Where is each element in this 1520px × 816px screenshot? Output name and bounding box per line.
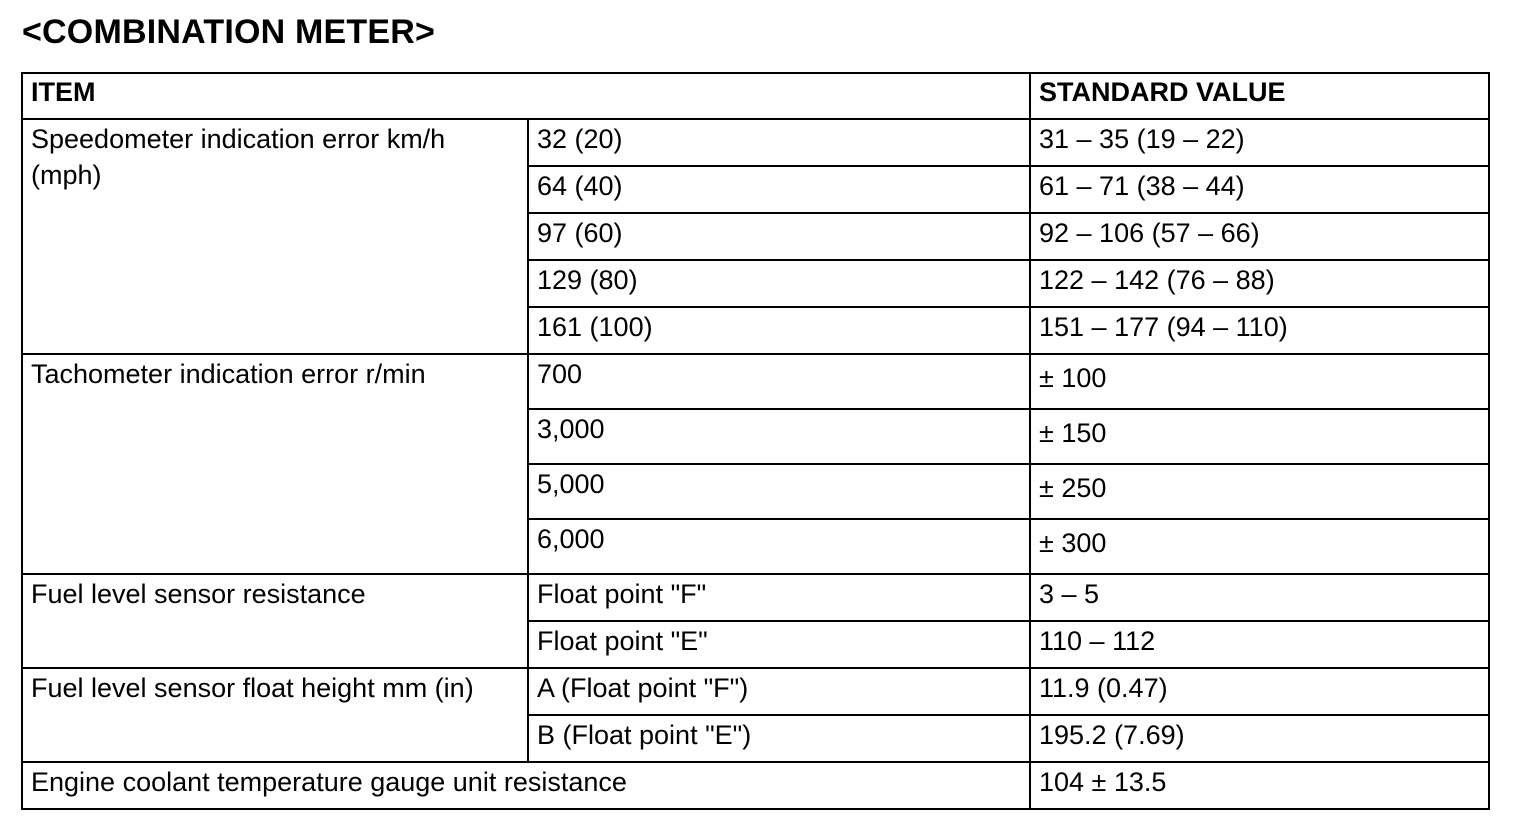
header-item: ITEM bbox=[22, 73, 1030, 119]
spec-table bbox=[21, 72, 1490, 810]
condition-cell: 32 (20) bbox=[528, 119, 1030, 166]
condition-cell: 3,000 bbox=[528, 409, 1030, 464]
item-engine-coolant: Engine coolant temperature gauge unit resistance bbox=[22, 762, 1030, 809]
value-cell: 11.9 (0.47) bbox=[1030, 668, 1489, 715]
condition-cell: Float point "E" bbox=[528, 621, 1030, 668]
value-cell: 61 – 71 (38 – 44) bbox=[1030, 166, 1489, 213]
condition-cell: 161 (100) bbox=[528, 307, 1030, 354]
value-cell: 3 – 5 bbox=[1030, 574, 1489, 621]
condition-cell: A (Float point "F") bbox=[528, 668, 1030, 715]
value-cell: 110 – 112 bbox=[1030, 621, 1489, 668]
item-fuel-resistance: Fuel level sensor resistance bbox=[22, 574, 528, 668]
value-cell: ± 300 bbox=[1030, 519, 1489, 574]
value-cell: 122 – 142 (76 – 88) bbox=[1030, 260, 1489, 307]
value-cell: 104 ± 13.5 bbox=[1030, 762, 1489, 809]
table-header-row bbox=[22, 73, 1489, 119]
table-row bbox=[22, 668, 1489, 715]
table-row bbox=[22, 354, 1489, 409]
value-cell: 31 – 35 (19 – 22) bbox=[1030, 119, 1489, 166]
table-row bbox=[22, 762, 1489, 809]
item-tachometer: Tachometer indication error r/min bbox=[22, 354, 528, 574]
page-title: <COMBINATION METER> bbox=[22, 13, 436, 51]
value-cell: 92 – 106 (57 – 66) bbox=[1030, 213, 1489, 260]
condition-cell: Float point "F" bbox=[528, 574, 1030, 621]
value-cell: 195.2 (7.69) bbox=[1030, 715, 1489, 762]
condition-cell: 64 (40) bbox=[528, 166, 1030, 213]
value-cell: ± 100 bbox=[1030, 354, 1489, 409]
header-standard-value: STANDARD VALUE bbox=[1030, 73, 1489, 119]
table-row bbox=[22, 119, 1489, 166]
value-cell: ± 150 bbox=[1030, 409, 1489, 464]
item-speedometer: Speedometer indication error km/h (mph) bbox=[22, 119, 528, 354]
item-fuel-float-height: Fuel level sensor float height mm (in) bbox=[22, 668, 528, 762]
table-row bbox=[22, 574, 1489, 621]
condition-cell: 700 bbox=[528, 354, 1030, 409]
condition-cell: 97 (60) bbox=[528, 213, 1030, 260]
condition-cell: 5,000 bbox=[528, 464, 1030, 519]
condition-cell: B (Float point "E") bbox=[528, 715, 1030, 762]
value-cell: 151 – 177 (94 – 110) bbox=[1030, 307, 1489, 354]
value-cell: ± 250 bbox=[1030, 464, 1489, 519]
condition-cell: 6,000 bbox=[528, 519, 1030, 574]
condition-cell: 129 (80) bbox=[528, 260, 1030, 307]
